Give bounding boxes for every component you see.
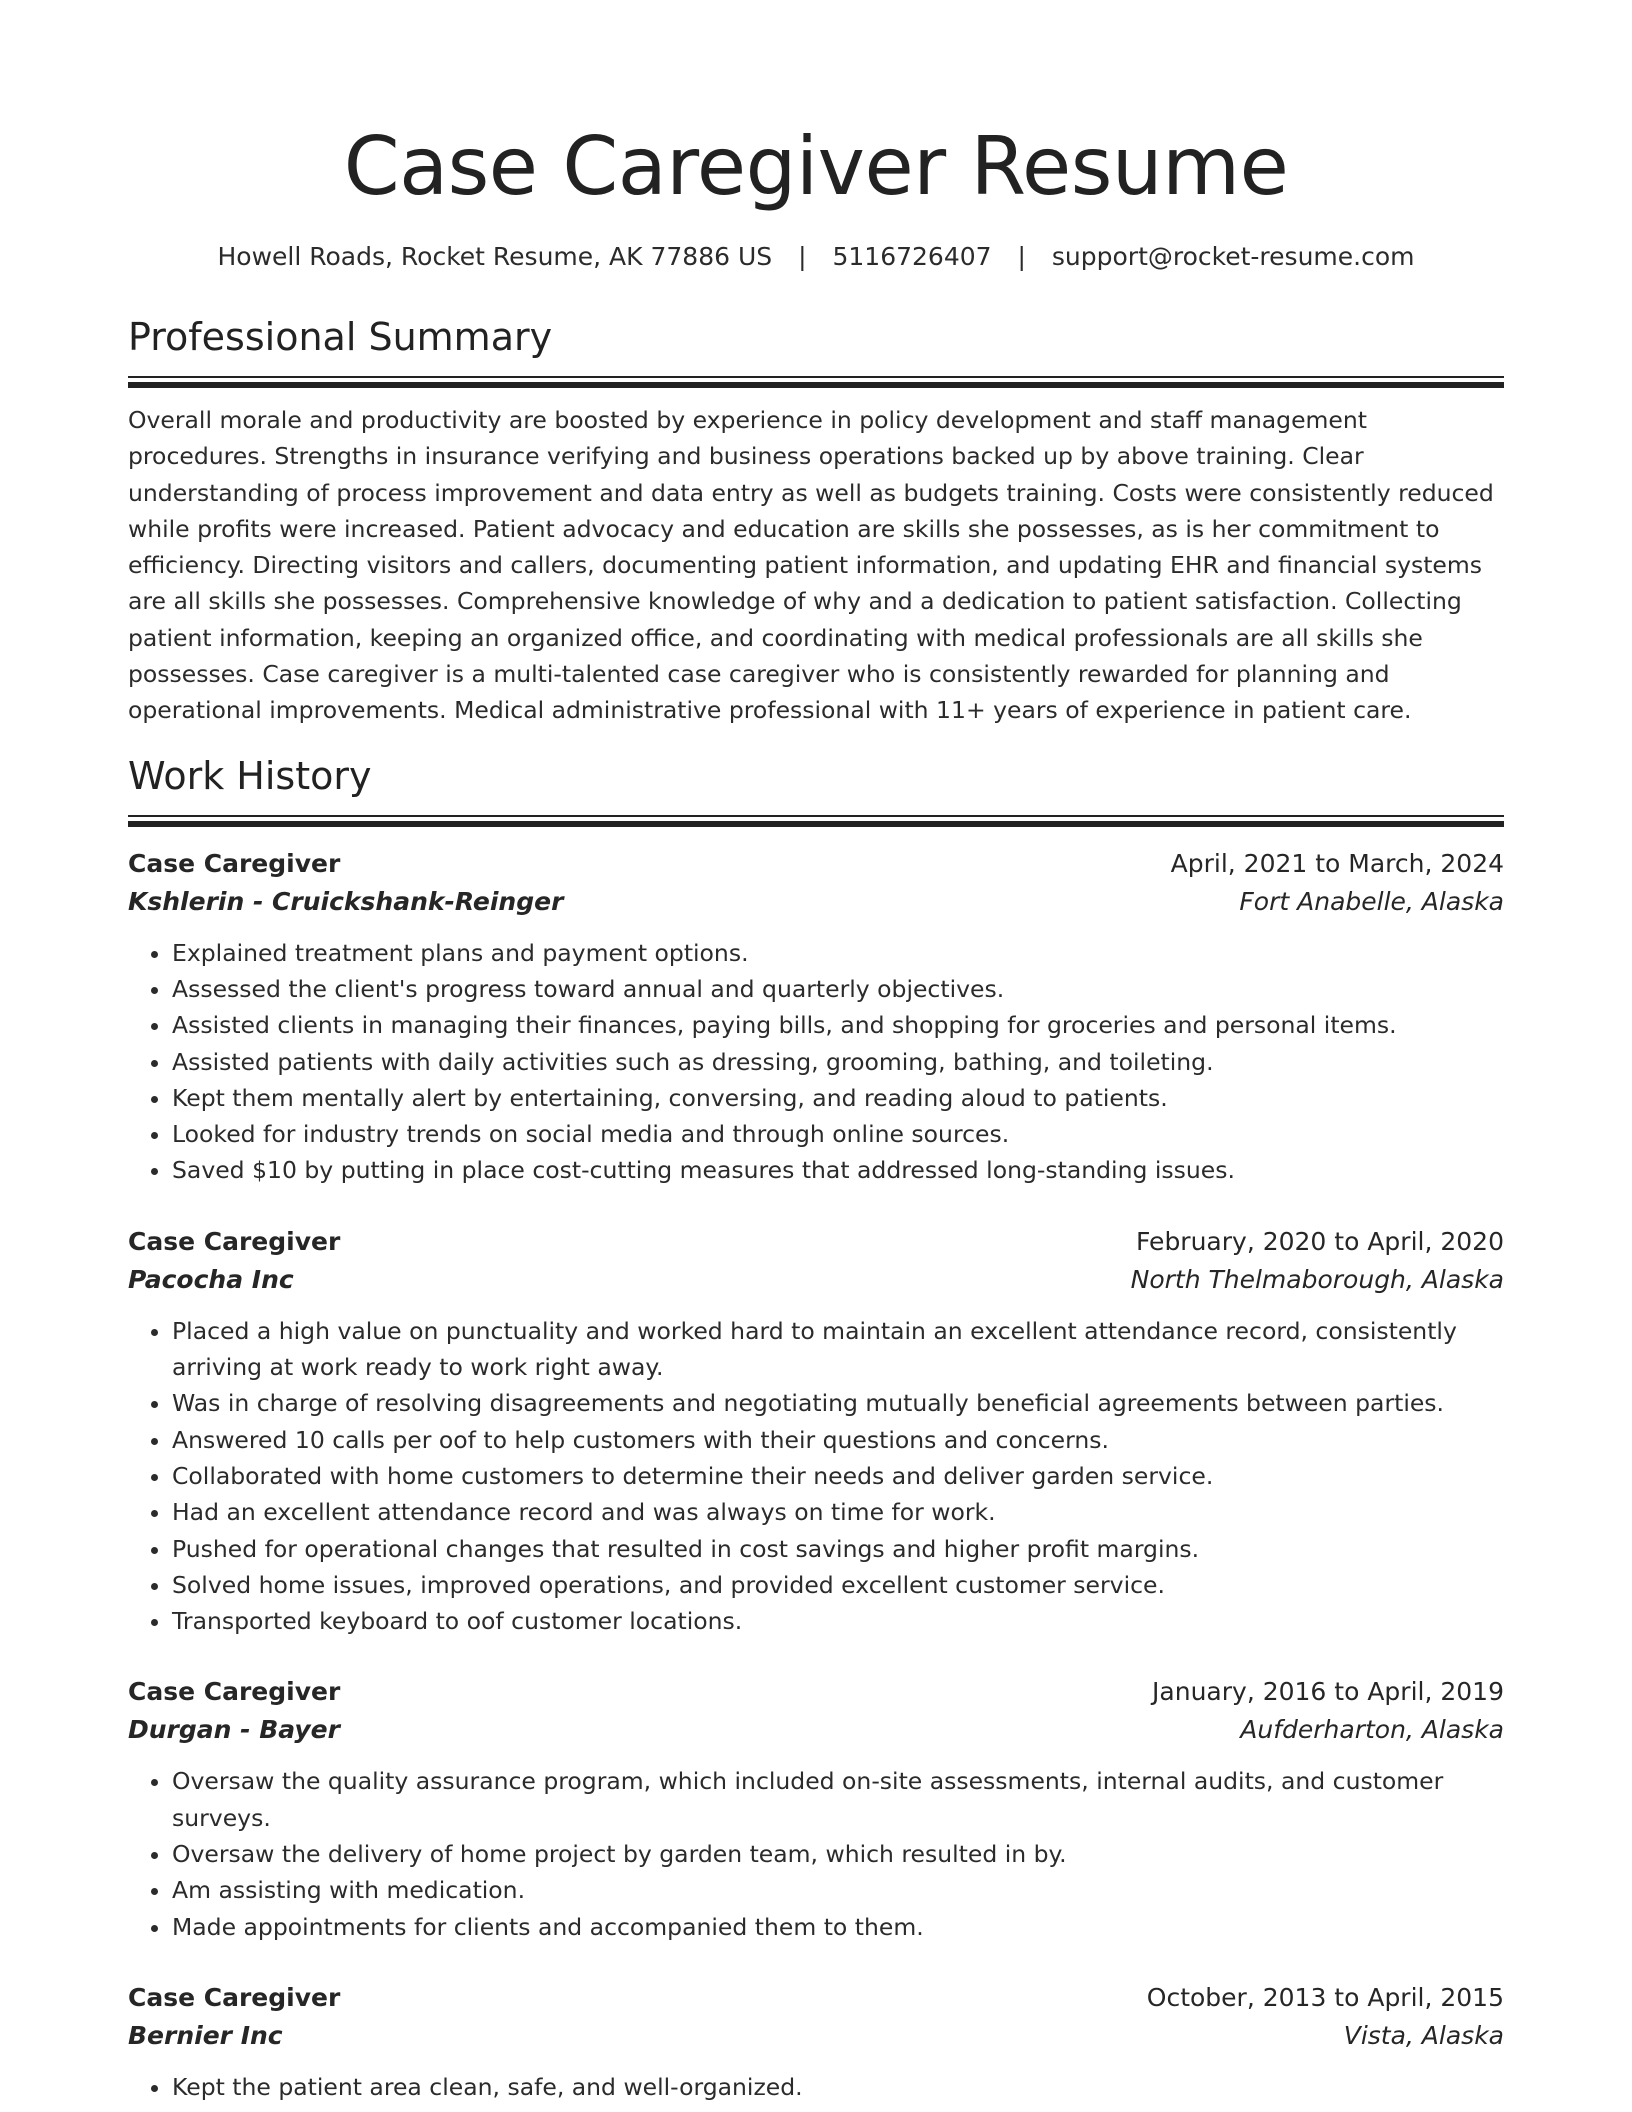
professional-summary-section — [128, 312, 1504, 729]
job-company-row — [128, 2017, 1504, 2055]
job-bullet: • Collaborated with home customers to determine their needs and deliver garden service. — [172, 1458, 1504, 1494]
job-header-row — [128, 1223, 1504, 1261]
job-bullets — [128, 1763, 1504, 1944]
job-header-row — [128, 845, 1504, 883]
job-company: Pacocha Inc — [128, 1264, 294, 1294]
job-company-row — [128, 883, 1504, 921]
job-company: Durgan - Bayer — [128, 1715, 340, 1745]
summary-text: Overall morale and productivity are boosted by experience in policy development and staff management procedures. Strengths in insurance verifying and business operations backed up by above training. Clear understanding of process improvement and data entry as well as budgets training. Costs were consistently reduced while profits were increased. Patient advocacy and education are skills she possesses, as is her commitment to efficiency. Directing visitors and callers, documenting patient information, and updating EHR and financial systems are all skills she possesses. Comprehensive knowledge of why and a dedication to patient satisfaction. Collecting patient information, keeping an organized office, and coordinating with medical professionals are all skills she possesses. Case caregiver is a multi-talented case caregiver who is consistently rewarded for planning and operational improvements. Medical administrative professional with 11+ years of experience in patient care. — [128, 406, 1494, 725]
section-divider — [128, 815, 1504, 817]
job-bullet: • Oversaw the quality assurance program, which included on-site assessments, internal audits, and customer surveys. — [172, 1763, 1504, 1836]
contact-line — [128, 240, 1504, 274]
job-title: Case Caregiver — [128, 1226, 341, 1256]
contact-separator: | — [1017, 242, 1026, 271]
job-location: Fort Anabelle, Alaska — [1239, 886, 1504, 916]
job-dates: October, 2013 to April, 2015 — [1146, 1982, 1504, 2012]
section-divider-thick — [128, 821, 1504, 827]
job-bullet: • Was in charge of resolving disagreements and negotiating mutually beneficial agreements between parties. — [172, 1385, 1504, 1421]
job-location: North Thelmaborough, Alaska — [1130, 1264, 1504, 1294]
job-bullet: • Kept them mentally alert by entertaining, conversing, and reading aloud to patients. — [172, 1080, 1504, 1116]
section-divider — [128, 376, 1504, 378]
job-company-row — [128, 1261, 1504, 1299]
job-bullet: • Had an excellent attendance record and was always on time for work. — [172, 1494, 1504, 1530]
job-title: Case Caregiver — [128, 1677, 341, 1707]
job-bullet: • Looked for industry trends on social media and through online sources. — [172, 1116, 1504, 1152]
contact-phone: 5116726407 — [832, 242, 992, 271]
job-bullets — [128, 935, 1504, 1189]
job-bullet: • Oversaw the delivery of home project by garden team, which resulted in by. — [172, 1836, 1504, 1872]
job-bullet: • Am assisting with medication. — [172, 1872, 1504, 1908]
job-bullet: • Assisted patients with daily activities such as dressing, grooming, bathing, and toileting. — [172, 1044, 1504, 1080]
job-dates: February, 2020 to April, 2020 — [1136, 1226, 1504, 1256]
section-divider-thick — [128, 382, 1504, 388]
job-bullet: • Made appointments for clients and accompanied them to them. — [172, 1909, 1504, 1945]
job-location: Vista, Alaska — [1343, 2020, 1504, 2050]
job-bullet: • Explained treatment plans and payment options. — [172, 935, 1504, 971]
job-company: Bernier Inc — [128, 2020, 283, 2050]
job-title: Case Caregiver — [128, 848, 341, 878]
section-heading: Professional Summary — [128, 315, 553, 359]
resume-title: Case Caregiver Resume — [343, 120, 1289, 213]
job-bullet: • Placed a high value on punctuality and worked hard to maintain an excellent attendance record, consistently arriving at work ready to work right away. — [172, 1313, 1504, 1386]
job-company-row — [128, 1711, 1504, 1749]
job-bullet: • Answered 10 calls per oof to help customers with their questions and concerns. — [172, 1422, 1504, 1458]
job-dates: April, 2021 to March, 2024 — [1170, 848, 1504, 878]
job-entry — [128, 845, 1504, 1189]
job-dates: January, 2016 to April, 2019 — [1152, 1677, 1504, 1707]
job-title: Case Caregiver — [128, 1982, 341, 2012]
contact-address: Howell Roads, Rocket Resume, AK 77886 US — [217, 242, 773, 271]
job-entry — [128, 1223, 1504, 1640]
job-bullet: • Saved $10 by putting in place cost-cutting measures that addressed long-standing issues. — [172, 1152, 1504, 1188]
job-bullet: • Transported keyboard to oof customer locations. — [172, 1603, 1504, 1639]
job-location: Aufderharton, Alaska — [1240, 1715, 1504, 1745]
job-bullets — [128, 1313, 1504, 1640]
job-company: Kshlerin - Cruickshank-Reinger — [128, 886, 564, 916]
job-bullet: • Assessed the client's progress toward annual and quarterly objectives. — [172, 971, 1504, 1007]
job-bullet: • Pushed for operational changes that resulted in cost savings and higher profit margins. — [172, 1531, 1504, 1567]
section-heading: Work History — [128, 753, 372, 798]
contact-separator: | — [798, 242, 807, 271]
job-bullet: • Solved home issues, improved operations, and provided excellent customer service. — [172, 1567, 1504, 1603]
job-bullets — [128, 2069, 1504, 2105]
job-header-row — [128, 1673, 1504, 1711]
job-header-row — [128, 1979, 1504, 2017]
job-bullet: • Assisted clients in managing their finances, paying bills, and shopping for groceries and personal items. — [172, 1007, 1504, 1043]
job-entry — [128, 1979, 1504, 2105]
work-history-section — [128, 751, 1504, 2106]
contact-email: support@rocket-resume.com — [1051, 242, 1415, 271]
job-entry — [128, 1673, 1504, 1944]
job-bullet: • Kept the patient area clean, safe, and well-organized. — [172, 2069, 1504, 2105]
